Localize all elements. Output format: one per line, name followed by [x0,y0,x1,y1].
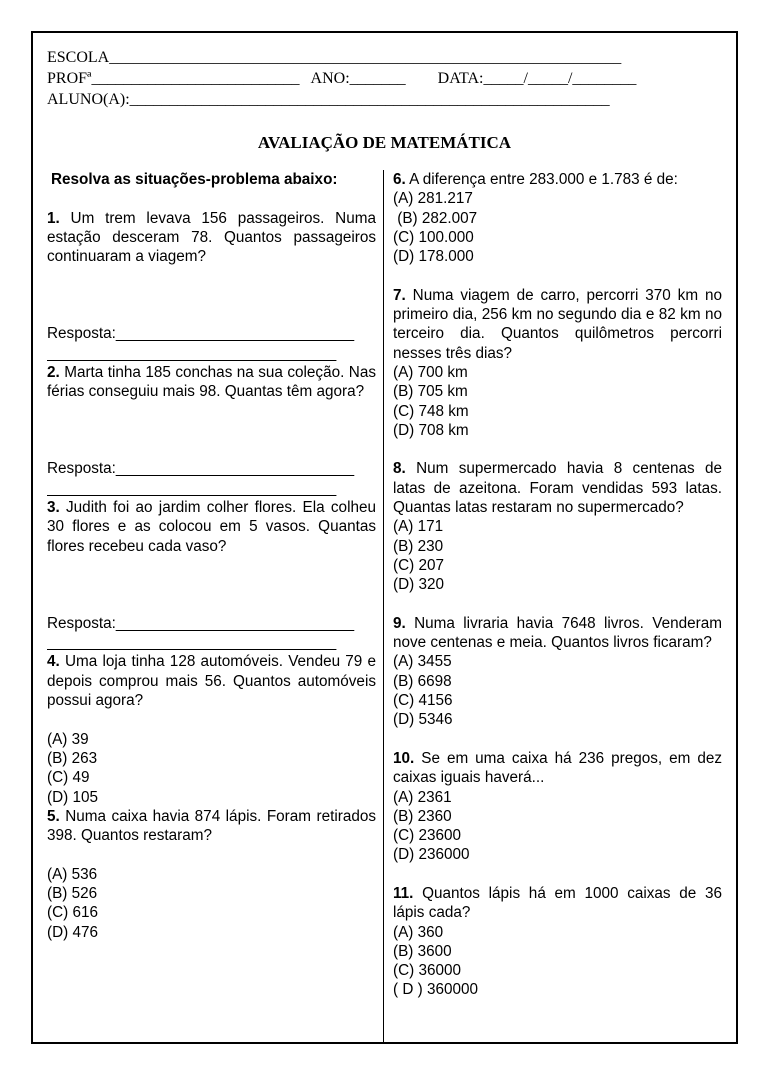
option-11c[interactable]: (C) 36000 [393,962,462,980]
option-10d[interactable]: (D) 236000 [393,846,470,864]
option-6b[interactable]: (B) 282.007 [393,209,478,227]
option-5b[interactable]: (B) 526 [47,884,98,902]
option-8d[interactable]: (D) 320 [393,576,445,594]
option-4b[interactable]: (B) 263 [47,749,98,767]
option-9a[interactable]: (A) 3455 [393,653,452,671]
question-8: 8. Num supermercado havia 8 centenas de latas de azeitona. Foram vendidas 593 latas. Quantas latas restaram no supermercado? [393,460,722,517]
option-7d[interactable]: (D) 708 km [393,421,469,439]
option-11d[interactable]: ( D ) 360000 [393,981,479,999]
option-11a[interactable]: (A) 360 [393,923,444,941]
option-10a[interactable]: (A) 2361 [393,788,452,806]
question-9: 9. Numa livraria havia 7648 livros. Venderam nove centenas e meia. Quantos livros ficaram? [393,614,722,652]
option-8c[interactable]: (C) 207 [393,556,445,574]
option-4a[interactable]: (A) 39 [47,730,89,748]
option-4d[interactable]: (D) 105 [47,788,99,806]
option-8a[interactable]: (A) 171 [393,518,444,536]
option-11b[interactable]: (B) 3600 [393,942,452,960]
question-1: 1. Um trem levava 156 passageiros. Numa estação desceram 78. Quantos passageiros continuaram a viagem? [47,209,376,266]
option-10c[interactable]: (C) 23600 [393,827,462,845]
option-5d[interactable]: (D) 476 [47,923,99,941]
right-column [393,170,722,1000]
school-field[interactable]: ESCOLA________________________________________________________________ [47,49,622,66]
question-6: 6. A diferença entre 283.000 e 1.783 é de: [393,171,678,188]
option-5a[interactable]: (A) 536 [47,865,98,883]
question-2: 2. Marta tinha 185 conchas na sua coleção. Nas férias conseguiu mais 98. Quantas têm agora? [47,363,376,401]
answer-line-2[interactable]: __________________________________ [47,479,337,497]
answer-field-1[interactable]: Resposta:____________________________ [47,325,355,343]
option-6d[interactable]: (D) 178.000 [393,248,474,266]
question-11: 11. Quantos lápis há em 1000 caixas de 36 lápis cada? [393,884,722,922]
question-10: 10. Se em uma caixa há 236 pregos, em dez caixas iguais haverá... [393,749,722,787]
option-5c[interactable]: (C) 616 [47,904,99,922]
left-column [47,170,376,942]
answer-field-2[interactable]: Resposta:____________________________ [47,460,355,478]
teacher-year-date-fields[interactable]: PROFª__________________________ ANO:_______ DATA:_____/_____/________ [47,70,637,87]
option-9b[interactable]: (B) 6698 [393,672,452,690]
question-4: 4. Uma loja tinha 128 automóveis. Vendeu 79 e depois comprou mais 56. Quantos automóveis possui agora? [47,653,376,710]
answer-field-3[interactable]: Resposta:____________________________ [47,614,355,632]
option-6c[interactable]: (C) 100.000 [393,228,474,246]
option-7a[interactable]: (A) 700 km [393,363,468,381]
answer-line-3[interactable]: __________________________________ [47,634,337,652]
option-7c[interactable]: (C) 748 km [393,402,469,420]
exam-title: AVALIAÇÃO DE MATEMÁTICA [257,133,512,152]
option-4c[interactable]: (C) 49 [47,769,90,787]
student-field[interactable]: ALUNO(A):____________________________________________________________ [47,91,610,108]
answer-line-1[interactable]: __________________________________ [47,344,337,362]
option-10b[interactable]: (B) 2360 [393,807,452,825]
question-3: 3. Judith foi ao jardim colher flores. Ela colheu 30 flores e as colocou em 5 vasos. Quantas flores recebeu cada vaso? [47,499,376,555]
question-7: 7. Numa viagem de carro, percorri 370 km no primeiro dia, 256 km no segundo dia e 82 km no terceiro dia. Quantos quilômetros percorri nesses três dias? [393,286,722,362]
option-9d[interactable]: (D) 5346 [393,711,453,729]
option-8b[interactable]: (B) 230 [393,537,444,555]
option-9c[interactable]: (C) 4156 [393,692,453,710]
option-6a[interactable]: (A) 281.217 [393,190,473,208]
question-5: 5. Numa caixa havia 874 lápis. Foram retirados 398. Quantos restaram? [47,807,376,845]
option-7b[interactable]: (B) 705 km [393,383,468,401]
instructions: Resolva as situações-problema abaixo: [51,171,338,188]
column-divider [383,170,384,1043]
